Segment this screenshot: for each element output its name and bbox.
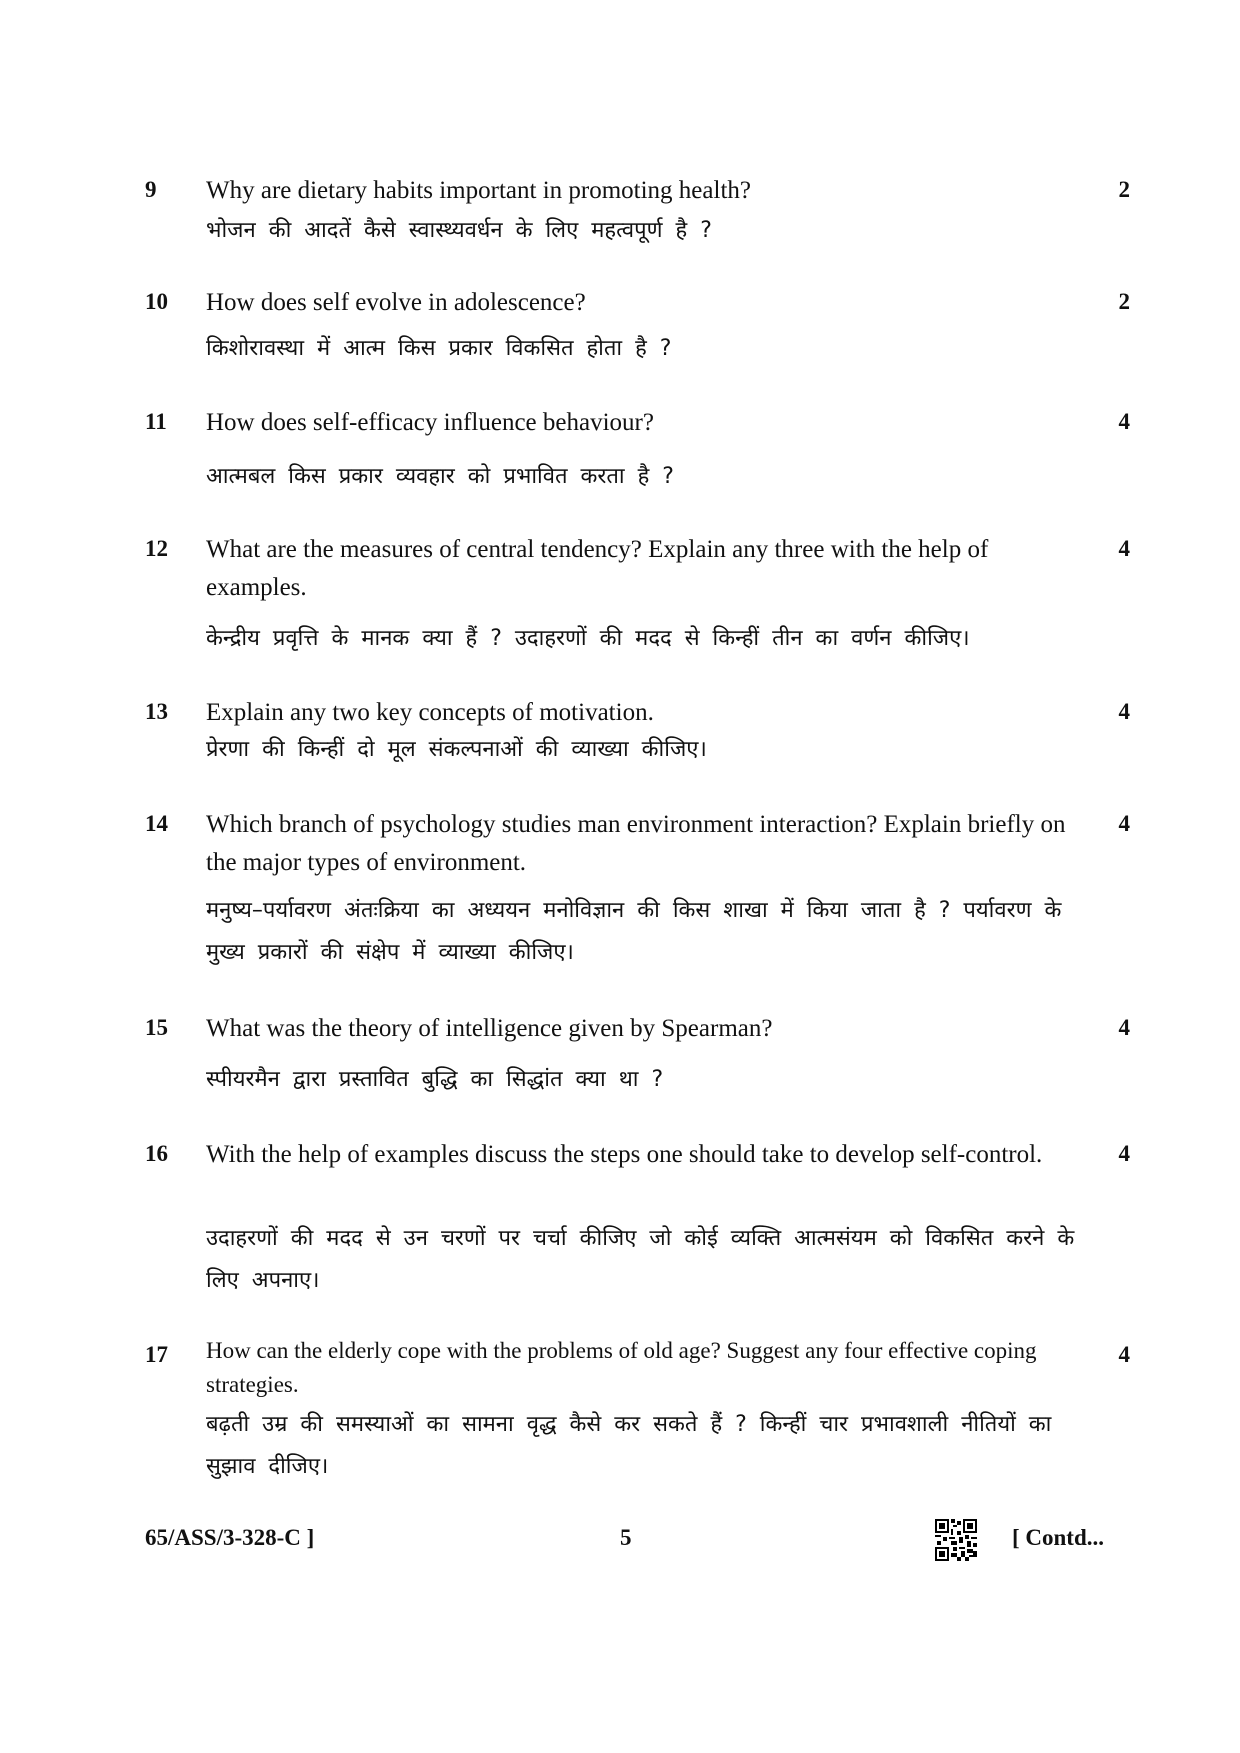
page-footer bbox=[0, 1525, 1240, 1575]
question-text-english: How does self evolve in adolescence? bbox=[206, 289, 586, 316]
question-text-english: Explain any two key concepts of motivation. bbox=[206, 699, 654, 726]
question-marks: 4 bbox=[1118, 409, 1130, 434]
paper-code: 65/ASS/3-328-C ] bbox=[145, 1525, 315, 1550]
question-marks: 4 bbox=[1118, 811, 1130, 836]
question-text-hindi: केन्द्रीय प्रवृत्ति के मानक क्या हैं ? उदाहरणों की मदद से किन्हीं तीन का वर्णन कीजिए। bbox=[206, 626, 970, 651]
question-text-hindi: प्रेरणा की किन्हीं दो मूल संकल्पनाओं की व्याख्या कीजिए। bbox=[206, 737, 707, 762]
question-number: 14 bbox=[145, 811, 168, 836]
question-marks: 2 bbox=[1118, 177, 1130, 202]
question-number: 9 bbox=[145, 177, 157, 202]
question-marks: 4 bbox=[1118, 699, 1130, 724]
continued-label: [ Contd... bbox=[1012, 1525, 1105, 1550]
question-text-hindi: बढ़ती उम्र की समस्याओं का सामना वृद्ध कैसे कर सकते हैं ? किन्हीं चार प्रभावशाली नीतियों का सुझाव दीजिए। bbox=[206, 1412, 1052, 1479]
question-text-hindi: किशोरावस्था में आत्म किस प्रकार विकसित होता है ? bbox=[206, 336, 672, 361]
question-text-english: What was the theory of intelligence given by Spearman? bbox=[206, 1015, 773, 1042]
question-number: 10 bbox=[145, 289, 168, 314]
question-marks: 4 bbox=[1118, 1141, 1130, 1166]
question-marks: 4 bbox=[1118, 536, 1130, 561]
question-number: 16 bbox=[145, 1141, 168, 1166]
question-text-hindi: भोजन की आदतें कैसे स्वास्थ्यवर्धन के लिए महत्वपूर्ण है ? bbox=[206, 218, 712, 243]
question-text-hindi: उदाहरणों की मदद से उन चरणों पर चर्चा कीजिए जो कोई व्यक्ति आत्मसंयम को विकसित करने के लिए अपनाए। bbox=[206, 1226, 1075, 1293]
question-text-hindi: स्पीयरमैन द्वारा प्रस्तावित बुद्धि का सिद्धांत क्या था ? bbox=[206, 1067, 664, 1092]
qr-code-icon bbox=[935, 1519, 977, 1561]
question-text-english: With the help of examples discuss the steps one should take to develop self-control. bbox=[206, 1141, 1043, 1168]
question-text-english: How can the elderly cope with the problems of old age? Suggest any four effective coping strategies. bbox=[206, 1338, 1037, 1397]
question-number: 11 bbox=[145, 409, 167, 434]
question-number: 13 bbox=[145, 699, 168, 724]
question-number: 12 bbox=[145, 536, 168, 561]
question-text-english: How does self-efficacy influence behaviour? bbox=[206, 409, 654, 436]
question-text-hindi: आत्मबल किस प्रकार व्यवहार को प्रभावित करता है ? bbox=[206, 464, 674, 489]
question-marks: 4 bbox=[1118, 1342, 1130, 1367]
question-text-english: Which branch of psychology studies man environment interaction? Explain briefly on the major types of environment. bbox=[206, 811, 1066, 876]
question-text-english: What are the measures of central tendency? Explain any three with the help of examples. bbox=[206, 536, 989, 601]
question-text-hindi: मनुष्य–पर्यावरण अंतःक्रिया का अध्ययन मनोविज्ञान की किस शाखा में किया जाता है ? पर्यावरण के मुख्य प्रकारों की संक्षेप में व्याख्या कीजिए। bbox=[206, 898, 1062, 965]
question-text-english: Why are dietary habits important in promoting health? bbox=[206, 177, 751, 204]
question-marks: 2 bbox=[1118, 289, 1130, 314]
question-number: 17 bbox=[145, 1342, 168, 1367]
question-number: 15 bbox=[145, 1015, 168, 1040]
question-marks: 4 bbox=[1118, 1015, 1130, 1040]
page-number: 5 bbox=[620, 1525, 632, 1550]
